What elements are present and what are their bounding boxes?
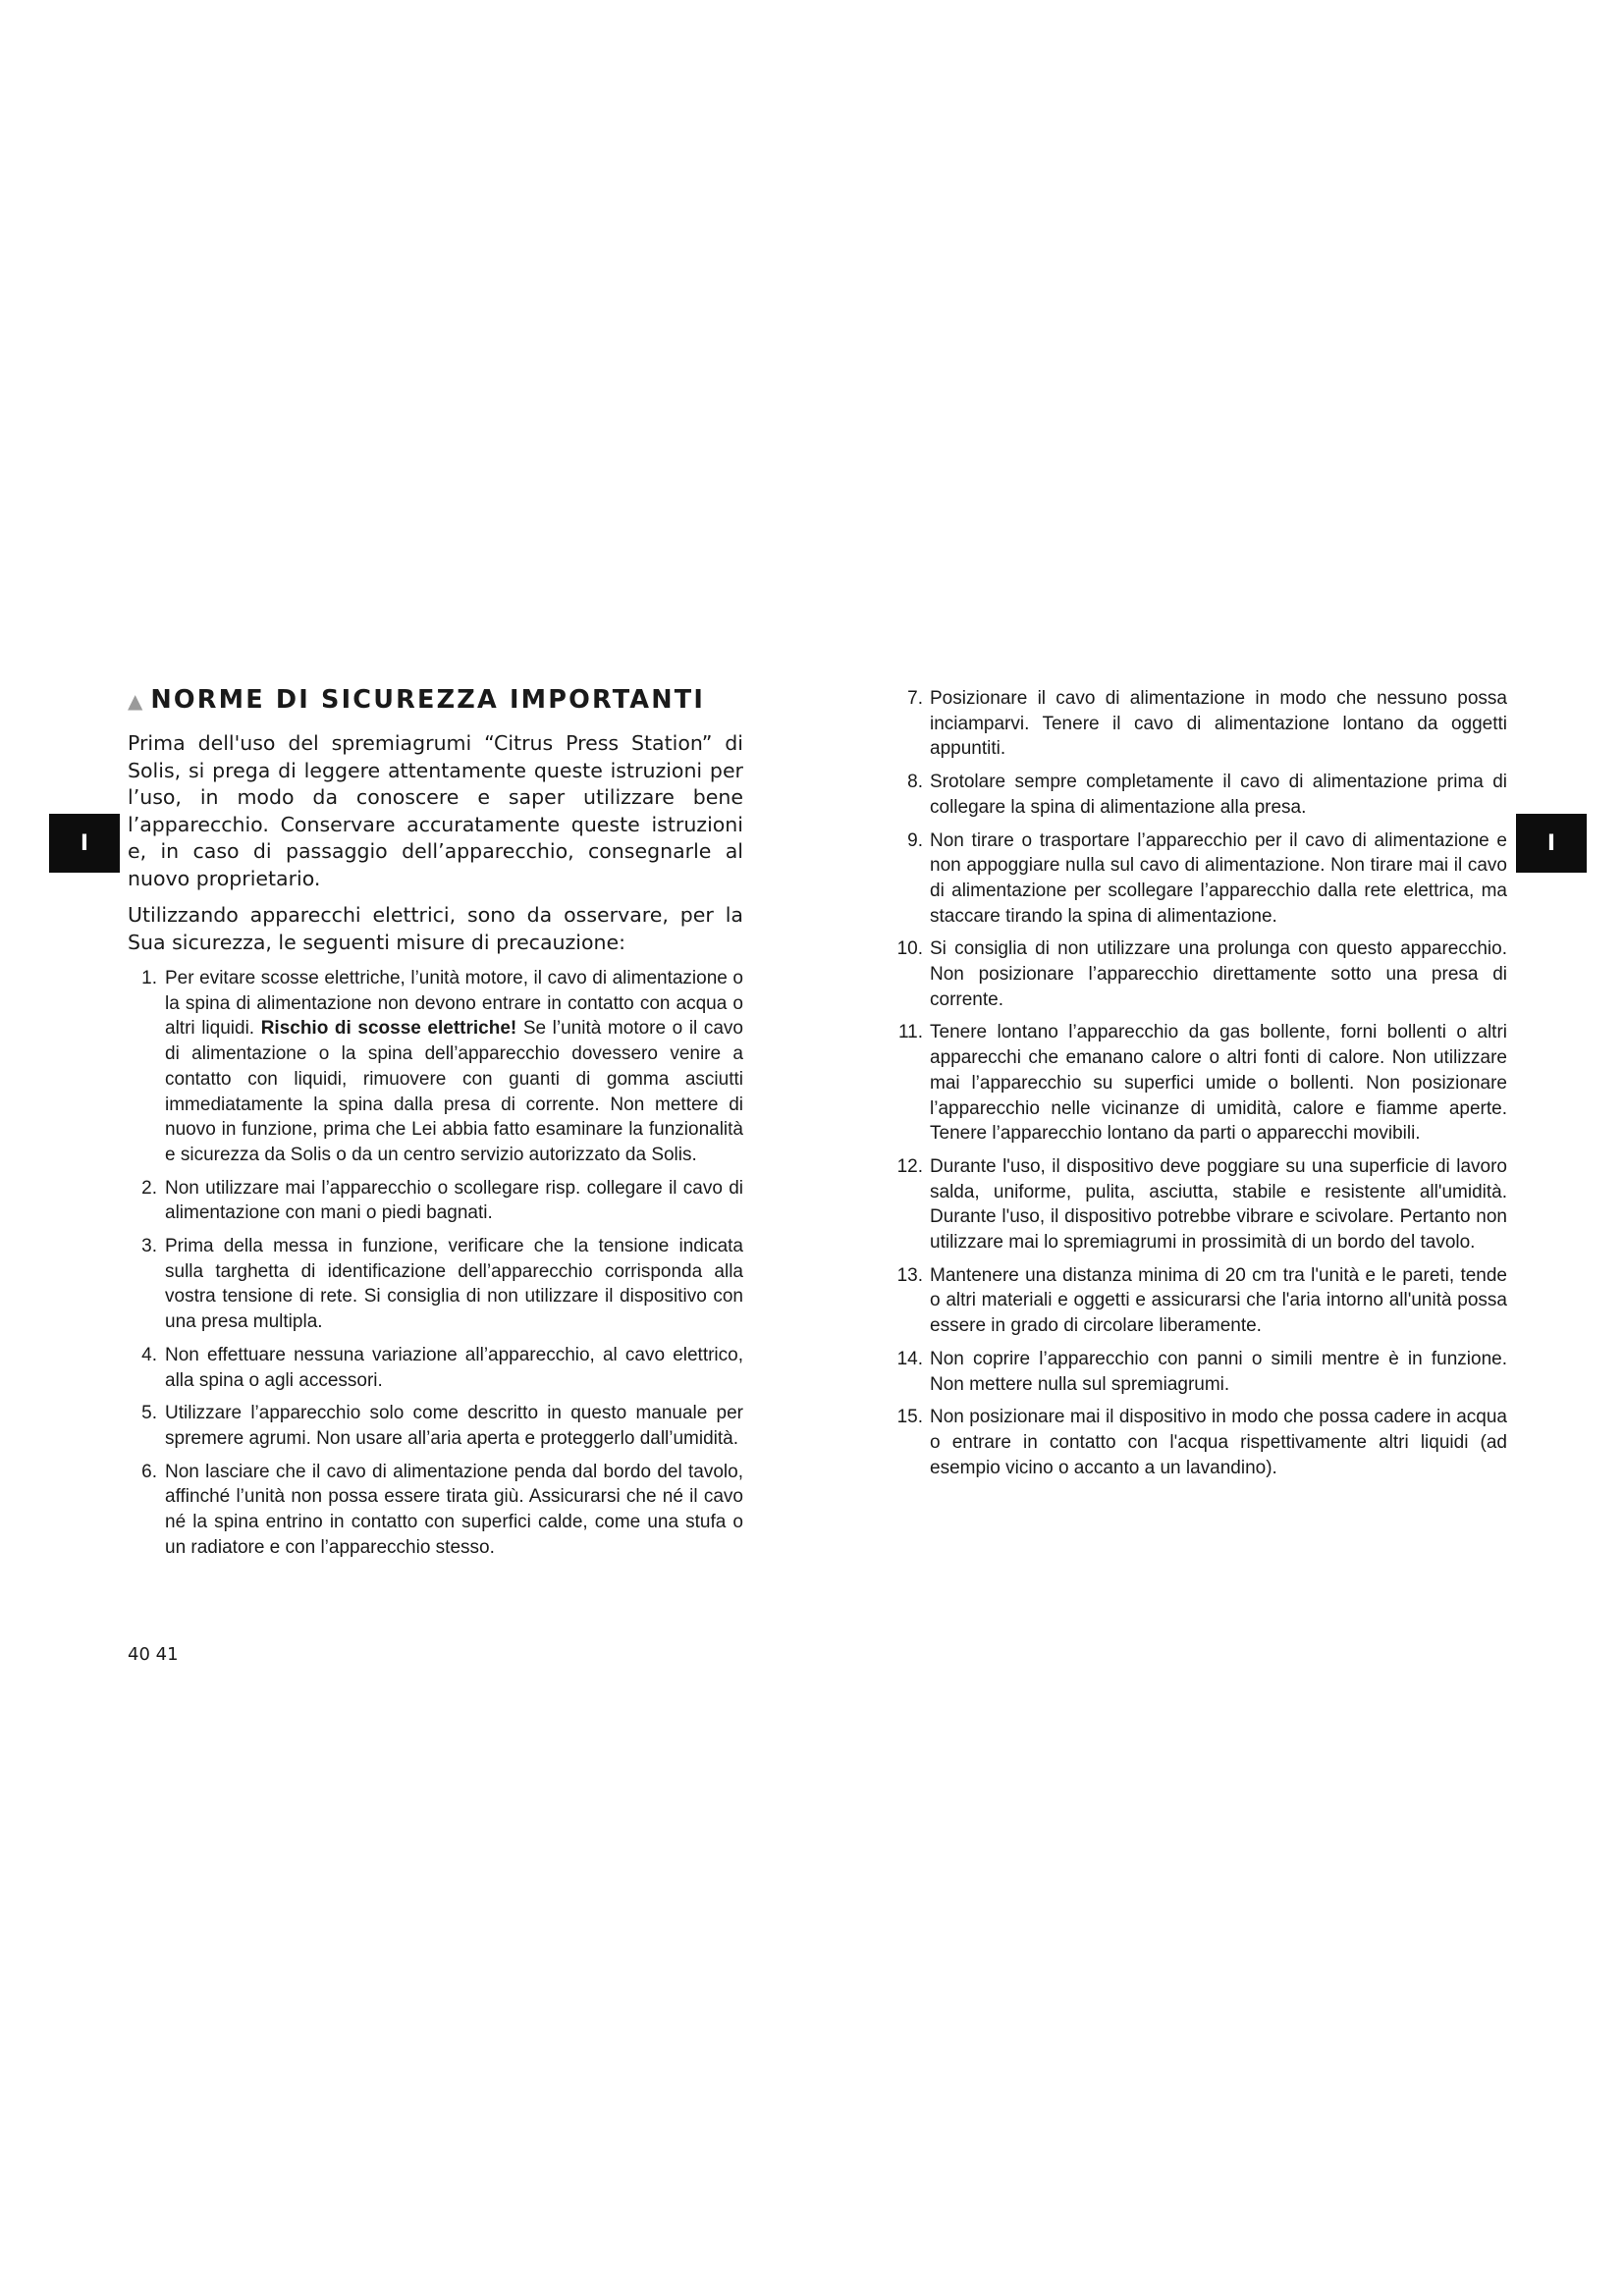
section-heading [128, 682, 743, 719]
rule-item [889, 770, 1507, 820]
rule-number: 6. [141, 1461, 157, 1482]
language-tab-right: I [1516, 814, 1587, 873]
rule-text: Mantenere una distanza minima di 20 cm tra l'unità e le pareti, tende o altri materiali e oggetti e assicurarsi che l'aria intorno all'unità possa essere in grado di circolare liberamente. [930, 1264, 1507, 1337]
rule-text: Prima della messa in funzione, verificare che la tensione indicata sulla targhetta di identificazione dell’apparecchio corrisponda alla vostra tensione di rete. Si consiglia di non utilizzare il dispositivo con una presa multipla. [165, 1236, 743, 1333]
rule-number: 3. [141, 1236, 157, 1257]
rule-number: 13. [896, 1264, 923, 1286]
rule-item [128, 1401, 743, 1451]
rule-text: Posizionare il cavo di alimentazione in modo che nessuno possa inciamparvi. Tenere il cavo di alimentazione lontano da oggetti appuntiti. [930, 688, 1507, 760]
rules-list-right [889, 686, 1507, 1480]
rule-text: Tenere lontano l’apparecchio da gas bollente, forni bollenti o altri apparecchi che emanano calore o altri fonti di calore. Non utilizzare mai l’apparecchio su superfici umide o bollenti. Non posizionare l’apparecchio nelle vicinanze di umidità, calore e fiamme aperte. Tenere l’apparecchio lontano da parti o apparecchi movibili. [930, 1022, 1507, 1145]
rule-text: Non coprire l’apparecchio con panni o simili mentre è in funzione. Non mettere nulla sul spremiagrumi. [930, 1348, 1507, 1395]
rules-list-left [128, 966, 743, 1560]
rule-number: 7. [907, 688, 923, 709]
page-number: 40 41 [128, 1644, 179, 1665]
rule-number: 8. [907, 772, 923, 793]
section-title: NORME DI SICUREZZA IMPORTANTI [150, 685, 706, 715]
rule-text: Per evitare scosse elettriche, l’unità motore, il cavo di alimentazione o la spina di alimentazione non devono entrare in contatto con acqua o altri liquidi. [165, 968, 743, 1040]
rule-text: Non utilizzare mai l’apparecchio o scollegare risp. collegare il cavo di alimentazione con mani o piedi bagnati. [165, 1177, 743, 1224]
rule-number: 11. [897, 1022, 923, 1043]
left-column [128, 682, 743, 1568]
rule-text: Non posizionare mai il dispositivo in modo che possa cadere in acqua o entrare in contatto con l'acqua rispettivamente altri liquidi (ad esempio vicino o accanto a un lavandino). [930, 1407, 1507, 1478]
rule-number: 2. [141, 1177, 157, 1199]
language-tab-left: I [49, 814, 120, 873]
rule-number: 5. [141, 1403, 157, 1424]
right-column [889, 686, 1507, 1488]
rule-item [889, 1347, 1507, 1397]
rule-number: 1. [141, 968, 157, 988]
rule-text: Non tirare o trasportare l’apparecchio per il cavo di alimentazione e non appoggiare nulla sul cavo di alimentazione. Non tirare mai il cavo di alimentazione per scollegare l’apparecchio dalla rete elettrica, ma staccare tirando la spina di alimentazione. [930, 829, 1507, 927]
rule-item [889, 1154, 1507, 1255]
rule-text: Durante l'uso, il dispositivo deve poggiare su una superficie di lavoro salda, uniforme, pulita, asciutta, stabile e resistente all'umidità. Durante l'uso, il dispositivo potrebbe vibrare e scivolare. Pertanto non utilizzare mai lo spremiagrumi in prossimità di un bordo del tavolo. [930, 1155, 1507, 1254]
rule-item [889, 1405, 1507, 1480]
rule-number: 12. [896, 1155, 923, 1177]
rule-text: Si consiglia di non utilizzare una prolunga con questo apparecchio. Non posizionare l’apparecchio direttamente sotto una presa di corrente. [930, 938, 1507, 1010]
rule-number: 4. [141, 1344, 157, 1365]
rule-number: 9. [907, 829, 923, 851]
rule-item [128, 1460, 743, 1561]
rule-text: Non lasciare che il cavo di alimentazione penda dal bordo del tavolo, affinché l’unità non possa essere tirata giù. Assicurarsi che né il cavo né la spina entrino in contatto con superfici calde, come una stufa o un radiatore e con l’apparecchio stesso. [165, 1461, 743, 1558]
rule-number: 14. [896, 1348, 923, 1369]
warning-triangle-icon: ▲ [128, 689, 143, 713]
intro-paragraph-1: Prima dell'uso del spremiagrumi “Citrus Press Station” di Solis, si prega di leggere attentamente queste istruzioni per l’uso, in modo da conoscere e saper utilizzare bene l’apparecchio. Conservare accuratamente queste istruzioni e, in caso di passaggio dell’apparecchio, consegnarle al nuovo proprietario. [128, 731, 743, 890]
rule-item [889, 828, 1507, 930]
rule-warning: Rischio di scosse elettriche! [260, 1018, 517, 1040]
rule-item [128, 1343, 743, 1393]
rule-number: 10. [896, 938, 923, 960]
rule-item [128, 966, 743, 1168]
rule-item [128, 1176, 743, 1226]
rule-text: Srotolare sempre completamente il cavo di alimentazione prima di collegare la spina di alimentazione alla presa. [930, 772, 1507, 818]
rule-item [889, 1020, 1507, 1147]
intro-paragraph-2: Utilizzando apparecchi elettrici, sono da osservare, per la Sua sicurezza, le seguenti misure di precauzione: [128, 903, 743, 954]
rule-item [128, 1234, 743, 1335]
rule-number: 15. [896, 1407, 923, 1428]
rule-item [889, 936, 1507, 1012]
rule-item [889, 1263, 1507, 1339]
rule-item [889, 686, 1507, 762]
rule-text: Se l’unità motore o il cavo di alimentazione o la spina dell’apparecchio dovessero venire a contatto con liquidi, rimuovere con guanti di gomma asciutti immediatamente la spina dalla presa di corrente. Non mettere di nuovo in funzione, prima che Lei abbia fatto esaminare la funzionalità e sicurezza da Solis o da un centro servizio autorizzato da Solis. [165, 1018, 744, 1165]
rule-text: Utilizzare l’apparecchio solo come descritto in questo manuale per spremere agrumi. Non usare all’aria aperta e proteggerlo dall’umidità. [165, 1403, 743, 1449]
rule-text: Non effettuare nessuna variazione all’apparecchio, al cavo elettrico, alla spina o agli accessori. [165, 1344, 743, 1391]
